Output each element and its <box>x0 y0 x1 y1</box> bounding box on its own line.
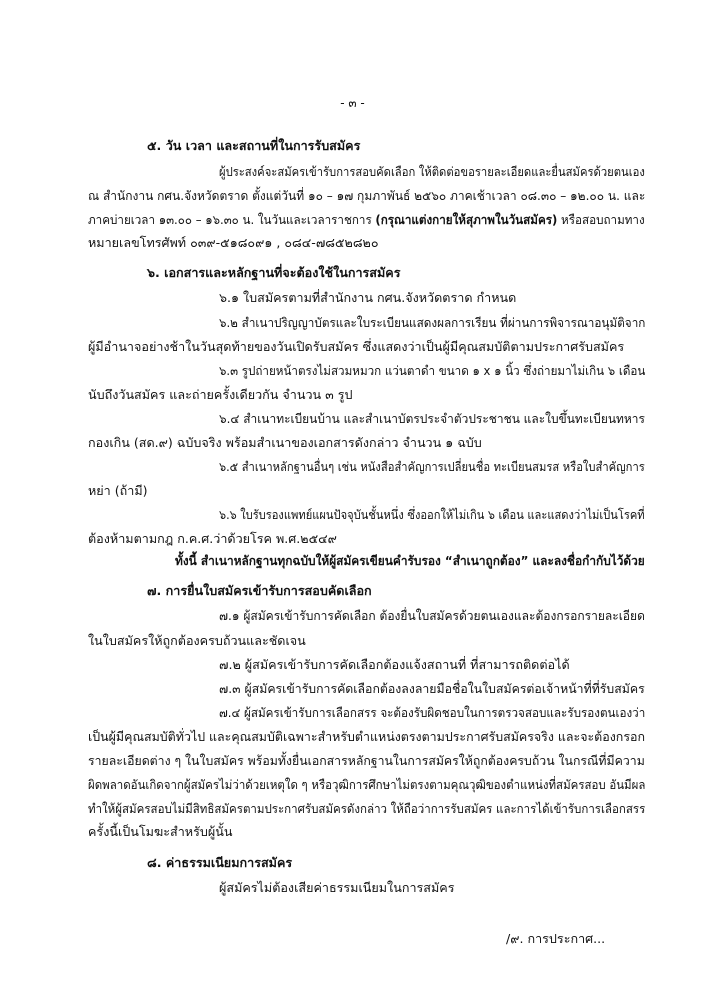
section-7-item: ทำให้ผู้สมัครสอบไม่มีสิทธิสมัครตามประกาศรับสมัครดังกล่าว ให้ถือว่าการรับสมัคร และการได้เข้ารับการเลือกสรร <box>88 801 646 816</box>
section-7-item: ๗.๓ ผู้สมัครเข้ารับการคัดเลือกต้องลงลายมือชื่อในใบสมัครต่อเจ้าหน้าที่ที่รับสมัคร <box>219 681 645 696</box>
section-6-item: ๖.๔ สำเนาทะเบียนบ้าน และสำเนาบัตรประจำตัวประชาชน และใบขึ้นทะเบียนทหาร <box>219 411 645 426</box>
section-5-phone: หมายเลขโทรศัพท์ ๐๓๙-๕๑๘๐๙๑ , ๐๘๔-๗๘๕๒๘๒๐ <box>88 235 379 250</box>
section-7-item: ๗.๑ ผู้สมัครเข้ารับการคัดเลือก ต้องยื่นใบสมัครด้วยตนเองและต้องกรอกรายละเอียด <box>219 608 645 623</box>
section-6-item: ๖.๓ รูปถ่ายหน้าตรงไม่สวมหมวก แว่นตาดำ ขนาด ๑ x ๑ นิ้ว ซึ่งถ่ายมาไม่เกิน ๖ เดือน <box>219 363 646 378</box>
section-6-item: ๖.๕ สำเนาหลักฐานอื่นๆ เช่น หนังสือสำคัญการเปลี่ยนชื่อ ทะเบียนสมรส หรือใบสำคัญการ <box>219 459 645 474</box>
section-6-item: ๖.๒ สำเนาปริญญาบัตรและใบระเบียนแสดงผลการเรียน ที่ผ่านการพิจารณาอนุมัติจาก <box>219 315 646 330</box>
section-7-heading: ๗. การยื่นใบสมัครเข้ารับการสอบคัดเลือก <box>147 583 372 598</box>
section-7-item: เป็นผู้มีคุณสมบัติทั่วไป และคุณสมบัติเฉพาะสำหรับตำแหน่งตรงตามประกาศรับสมัครจริง และจะต้องกรอก <box>88 729 646 744</box>
continuation-note: /๙. การประกาศ... <box>506 931 606 946</box>
section-7-item: ๗.๔ ผู้สมัครเข้ารับการเลือกสรร จะต้องรับผิดชอบในการตรวจสอบและรับรองตนเองว่า <box>219 705 646 720</box>
section-8-text: ผู้สมัครไม่ต้องเสียค่าธรรมเนียมในการสมัคร <box>219 880 455 895</box>
section-6-item: ๖.๑ ใบสมัครตามที่สำนักงาน กศน.จังหวัดตราด กำหนด <box>219 290 517 305</box>
section-6-item: ผู้มีอำนาจอย่างช้าในวันสุดท้ายของวันเปิดรับสมัคร ซึ่งแสดงว่าเป็นผู้มีคุณสมบัติตามประกาศรับสมัคร <box>88 339 625 354</box>
section-7-item: ครั้งนี้เป็นโมฆะสำหรับผู้นั้น <box>88 824 233 839</box>
section-8-heading: ๘. ค่าธรรมเนียมการสมัคร <box>147 855 293 870</box>
section-5-text: ภาคบ่ายเวลา ๑๓.๐๐ – ๑๖.๓๐ น. ในวันและเวลาราชการ (กรุณาแต่งกายให้สุภาพในวันสมัคร) หรือสอบถามทาง <box>88 212 645 227</box>
section-5-heading: ๕. วัน เวลา และสถานที่ในการรับสมัคร <box>147 138 361 153</box>
section-6-item: ต้องห้ามตามกฎ ก.ค.ศ.ว่าด้วยโรค พ.ศ.๒๕๔๙ <box>88 531 337 546</box>
section-7-item: ๗.๒ ผู้สมัครเข้ารับการคัดเลือกต้องแจ้งสถานที่ ที่สามารถติดต่อได้ <box>219 657 570 672</box>
section-6-note: ทั้งนี้ สำเนาหลักฐานทุกฉบับให้ผู้สมัครเขียนคำรับรอง “สำเนาถูกต้อง” และลงชื่อกำกับไว้ด้วย <box>175 553 645 568</box>
section-7-item: รายละเอียดต่าง ๆ ในใบสมัคร พร้อมทั้งยื่นเอกสารหลักฐานในการสมัครให้ถูกต้องครบถ้วน ในกรณีที่มีความ <box>88 753 645 768</box>
section-6-item: หย่า (ถ้ามี) <box>88 483 148 498</box>
section-5-text: ณ สำนักงาน กศน.จังหวัดตราด ตั้งแต่วันที่ ๑๐ – ๑๗ กุมภาพันธ์ ๒๕๖๐ ภาคเช้าเวลา ๐๘.๓๐ – ๑๒.๐๐ น. และ <box>88 188 646 203</box>
section-6-heading: ๖. เอกสารและหลักฐานที่จะต้องใช้ในการสมัคร <box>147 265 401 280</box>
section-5-text: ผู้ประสงค์จะสมัครเข้ารับการสอบคัดเลือก ให้ติดต่อขอรายละเอียดและยื่นสมัครด้วยตนเอง <box>219 164 645 179</box>
section-7-item: ในใบสมัครให้ถูกต้องครบถ้วนและชัดเจน <box>88 633 306 648</box>
section-6-item: นับถึงวันสมัคร และถ่ายครั้งเดียวกัน จำนวน ๓ รูป <box>88 387 353 402</box>
dress-code-note: (กรุณาแต่งกายให้สุภาพในวันสมัคร) <box>375 212 558 227</box>
section-7-item: ผิดพลาดอันเกิดจากผู้สมัครไม่ว่าด้วยเหตุใด ๆ หรือวุฒิการศึกษาไม่ตรงตามคุณวุฒิของตำแหน่งที่สมัครสอบ อันมีผล <box>88 777 646 792</box>
page-number: - ๓ - <box>340 96 365 110</box>
section-6-item: กองเกิน (สด.๙) ฉบับจริง พร้อมสำเนาของเอกสารดังกล่าว จำนวน ๑ ฉบับ <box>88 435 482 450</box>
section-6-item: ๖.๖ ใบรับรองแพทย์แผนปัจจุบันชั้นหนึ่ง ซึ่งออกให้ไม่เกิน ๖ เดือน และแสดงว่าไม่เป็นโรคที่ <box>219 507 645 522</box>
